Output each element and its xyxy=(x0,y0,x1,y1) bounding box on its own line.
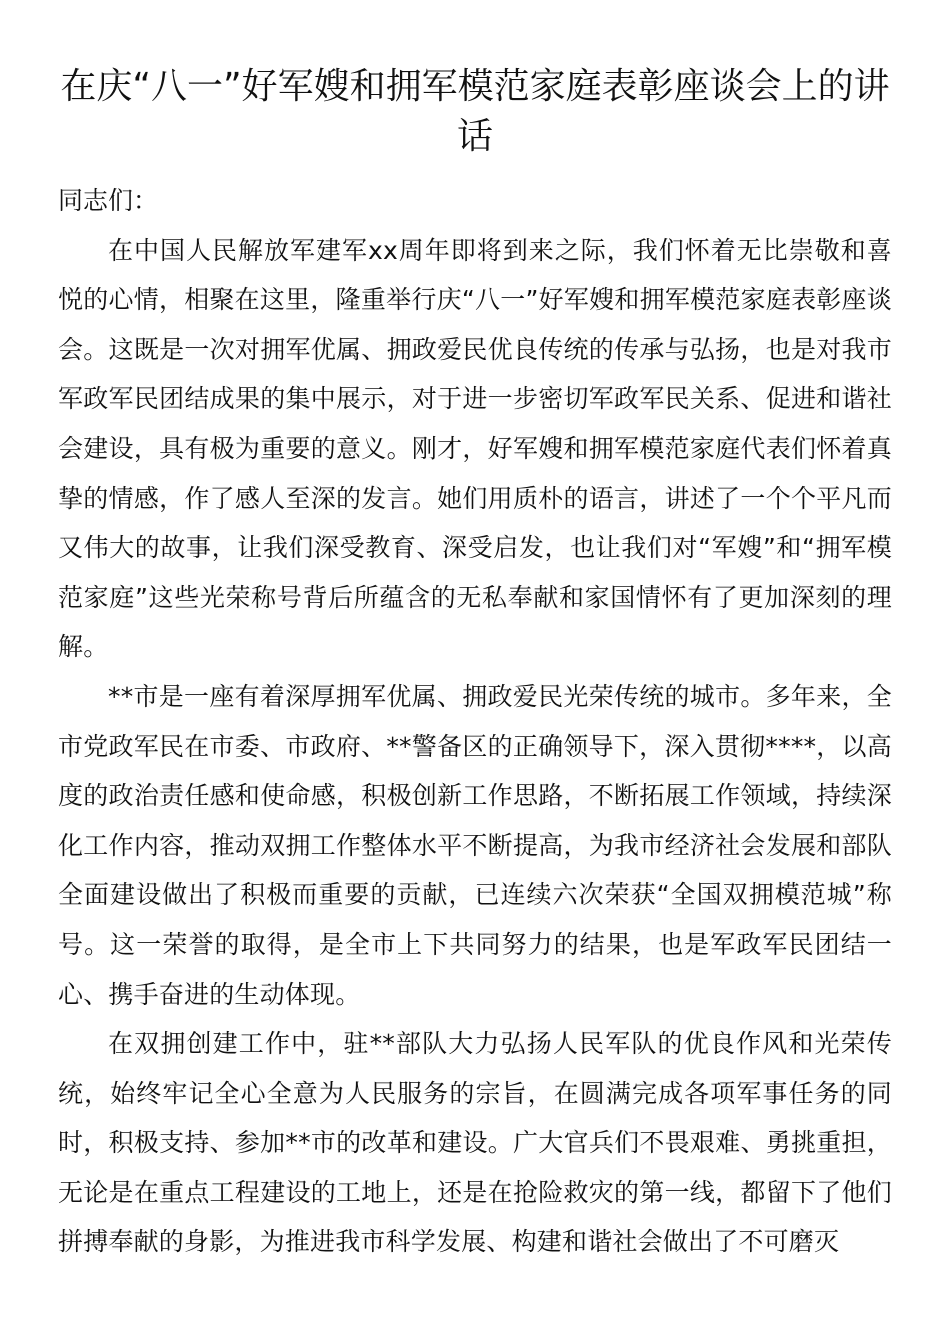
document-title: 在庆“八一”好军嫂和拥军模范家庭表彰座谈会上的讲话 xyxy=(60,66,890,157)
paragraph-1: 在中国人民解放军建军xx周年即将到来之际，我们怀着无比崇敬和喜悦的心情，相聚在这里，隆重举行庆“八一”好军嫂和拥军模范家庭表彰座谈会。这既是一次对拥军优属、拥政爱民优良传统的传承与弘扬，也是对我市军政军民团结成果的集中展示，对于进一步密切军政军民关系、促进和谐社会建设，具有极为重要的意义。刚才，好军嫂和拥军模范家庭代表们怀着真挚的情感，作了感人至深的发言。她们用质朴的语言，讲述了一个个平凡而又伟大的故事，让我们深受教育、深受启发，也让我们对“军嫂”和“拥军模范家庭”这些光荣称号背后所蕴含的无私奉献和家国情怀有了更加深刻的理解。 xyxy=(58,235,892,662)
salutation: 同志们： xyxy=(58,186,159,215)
paragraph-2: **市是一座有着深厚拥军优属、拥政爱民光荣传统的城市。多年来，全市党政军民在市委、市政府、**警备区的正确领导下，深入贯彻****，以高度的政治责任感和使命感，积极创新工作思路，不断拓展工作领域，持续深化工作内容，推动双拥工作整体水平不断提高，为我市经济社会发展和部队全面建设做出了积极而重要的贡献，已连续六次荣获“全国双拥模范城”称号。这一荣誉的取得，是全市上下共同努力的结果，也是军政军民团结一心、携手奋进的生动体现。 xyxy=(58,681,892,1009)
paragraph-3: 在双拥创建工作中，驻**部队大力弘扬人民军队的优良作风和光荣传统，始终牢记全心全意为人民服务的宗旨，在圆满完成各项军事任务的同时，积极支持、参加**市的改革和建设。广大官兵们不畏艰难、勇挑重担，无论是在重点工程建设的工地上，还是在抢险救灾的第一线，都留下了他们拼搏奉献的身影，为推进我市科学发展、构建和谐社会做出了不可磨灭 xyxy=(58,1029,892,1257)
